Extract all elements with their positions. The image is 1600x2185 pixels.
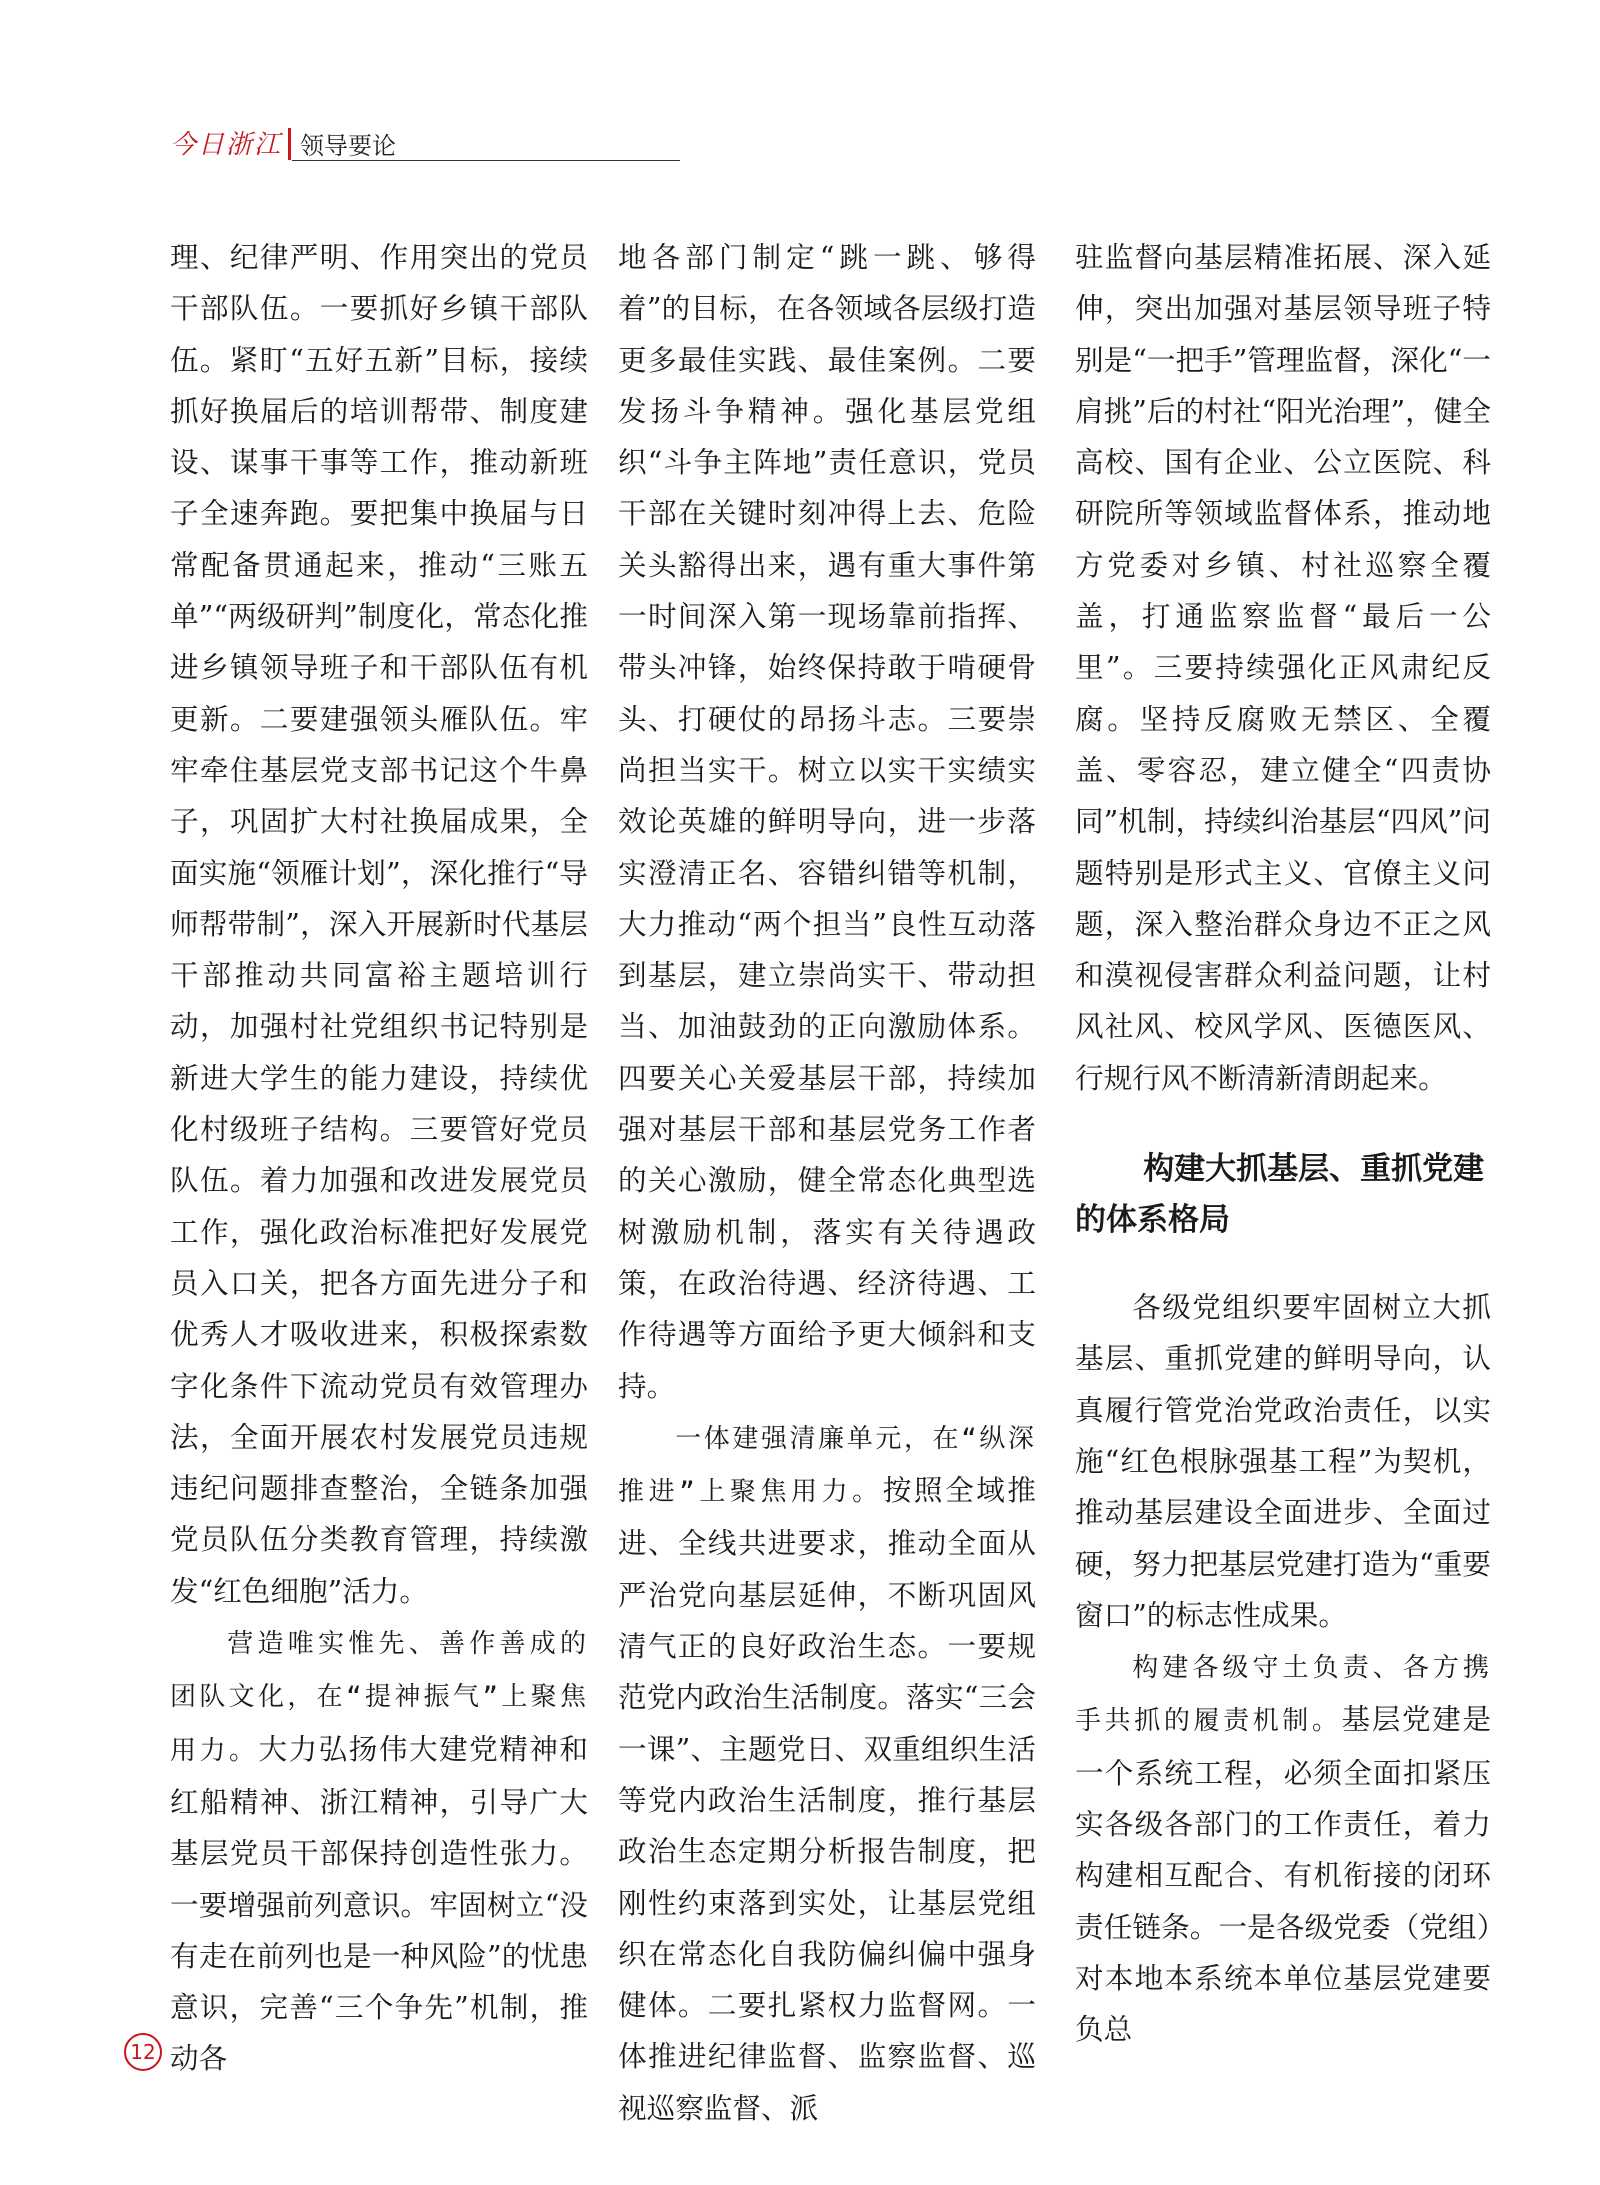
section-title: 领导要论 [300, 132, 396, 160]
paragraph: 各级党组织要牢固树立大抓基层、重抓党建的鲜明导向，认真履行管党治党政治责任，以实施“红色根脉强基工程”为契机，推动基层建设全面进步、全面过硬，努力把基层党建打造为“重要窗口”的标志性成果。 [1075, 1290, 1491, 1632]
paragraph [170, 1617, 588, 2085]
paragraph-body: 大力弘扬伟大建党精神和红船精神、浙江精神，引导广大基层党员干部保持创造性张力。一要增强前列意识。牢固树立“没有走在前列也是一种风险”的忧患意识，完善“三个争先”机制，推动各 [170, 1731, 588, 2076]
text-column-1 [170, 232, 588, 2085]
paragraph-lead: 营造唯实惟先、善作善成的团队文化，在“提神振气”上聚焦用力。 [170, 1629, 588, 1766]
header-underline [292, 160, 680, 161]
paragraph: 驻监督向基层精准拓展、深入延伸，突出加强对基层领导班子特别是“一把手”管理监督，深化“一肩挑”后的村社“阳光治理”，健全高校、国有企业、公立医院、科研院所等领域监督体系，推动地方党委对乡镇、村社巡察全覆盖，打通监察监督“最后一公里”。三要持续强化正风肃纪反腐。坚持反腐败无禁区、全覆盖、零容忍，建立健全“四责协同”机制，持续纠治基层“四风”问题特别是形式主义、官僚主义问题，深入整治群众身边不正之风和漠视侵害群众利益问题，让村风社风、校风学风、医德医风、行规行风不断清新清朗起来。 [1075, 240, 1491, 1095]
text-column-3 [1075, 232, 1491, 2056]
page-number: 12 [124, 2033, 162, 2071]
paragraph-lead: 一体建强清廉单元，在“纵深推进”上聚焦用力。 [618, 1423, 1036, 1508]
paragraph-body: 按照全域推进、全线共进要求，推动全面从严治党向基层延伸，不断巩固风清气正的良好政治生态。一要规范党内政治生活制度。落实“三会一课”、主题党日、双重组织生活等党内政治生活制度，推行基层政治生态定期分析报告制度，把刚性约束落到实处，让基层党组织在常态化自我防偏纠偏中强身健体。二要扎紧权力监督网。一体推进纪律监督、监察监督、巡视巡察监督、派 [618, 1473, 1036, 2125]
paragraph [618, 1412, 1036, 2134]
paragraph: 地各部门制定“跳一跳、够得着”的目标，在各领域各层级打造更多最佳实践、最佳案例。二要发扬斗争精神。强化基层党组织“斗争主阵地”责任意识，党员干部在关键时刻冲得上去、危险关头豁得出来，遇有重大事件第一时间深入第一现场靠前指挥、带头冲锋，始终保持敢于啃硬骨头、打硬仗的昂扬斗志。三要崇尚担当实干。树立以实干实绩实效论英雄的鲜明导向，进一步落实澄清正名、容错纠错等机制，大力推动“两个担当”良性互动落到基层，建立崇尚实干、带动担当、加油鼓劲的正向激励体系。四要关心关爱基层干部，持续加强对基层干部和基层党务工作者的关心激励，健全常态化典型选树激励机制，落实有关待遇政策，在政治待遇、经济待遇、工作待遇等方面给予更大倾斜和支持。 [618, 240, 1036, 1403]
magazine-logo: 今日浙江 [170, 130, 283, 160]
section-heading: 构建大抓基层、重抓党建的体系格局 [1075, 1151, 1485, 1239]
paragraph: 理、纪律严明、作用突出的党员干部队伍。一要抓好乡镇干部队伍。紧盯“五好五新”目标，接续抓好换届后的培训帮带、制度建设、谋事干事等工作，推动新班子全速奔跑。要把集中换届与日常配备贯通起来，推动“三账五单”“两级研判”制度化，常态化推进乡镇领导班子和干部队伍有机更新。二要建强领头雁队伍。牢牢牵住基层党支部书记这个牛鼻子，巩固扩大村社换届成果，全面实施“领雁计划”，深化推行“导师帮带制”，深入开展新时代基层干部推动共同富裕主题培训行动，加强村社党组织书记特别是新进大学生的能力建设，持续优化村级班子结构。三要管好党员队伍。着力加强和改进发展党员工作，强化政治标准把好发展党员入口关，把各方面先进分子和优秀人才吸收进来，积极探索数字化条件下流动党员有效管理办法，全面开展农村发展党员违规违纪问题排查整治，全链条加强党员队伍分类教育管理，持续激发“红色细胞”活力。 [170, 240, 588, 1608]
header-divider [288, 128, 291, 160]
text-column-2 [618, 232, 1036, 2134]
paragraph-body: 基层党建是一个系统工程，必须全面扣紧压实各级各部门的工作责任，着力构建相互配合、有机衔接的闭环责任链条。一是各级党委（党组）对本地本系统本单位基层党建要负总 [1075, 1702, 1491, 2047]
paragraph [1075, 1641, 1491, 2055]
paragraph-lead: 构建各级守土负责、各方携手共抓的履责机制。 [1075, 1653, 1491, 1737]
